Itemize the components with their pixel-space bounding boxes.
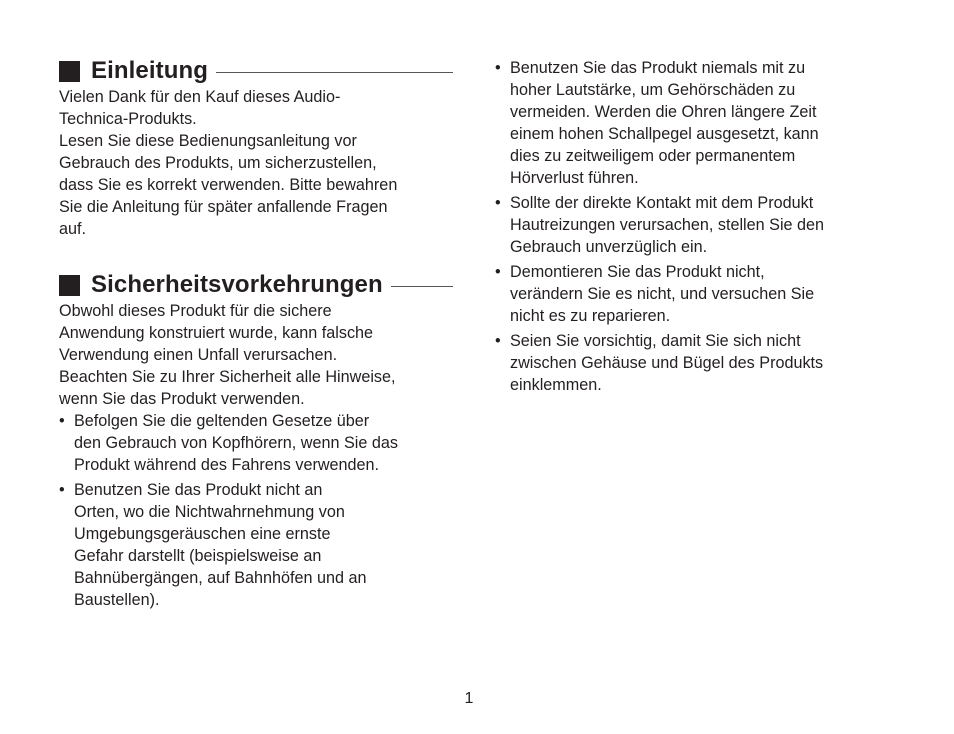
heading-marker-square	[59, 275, 80, 296]
list-item	[59, 479, 453, 611]
heading-marker-square	[59, 61, 80, 82]
safety-list-right	[495, 57, 895, 396]
bullet-icon: •	[495, 332, 501, 350]
list-item-text: Seien Sie vorsichtig, damit Sie sich nicht zwischen Gehäuse und Bügel des Produkts einklemmen.	[510, 332, 824, 394]
list-item-text: Benutzen Sie das Produkt nicht an Orten, wo die Nichtwahrnehmung von Umgebungsgeräuschen eine ernste Gefahr darstellt (beispielsweise an Bahnübergängen, auf Bahnhöfen und an Baustellen).	[74, 481, 367, 609]
heading-rule	[216, 72, 453, 73]
bullet-icon: •	[59, 481, 65, 499]
intro-text: Vielen Dank für den Kauf dieses Audio- Technica-Produkts. Lesen Sie diese Bedienungsanleitung vor Gebrauch des Produkts, um sicherzustellen, dass Sie es korrekt verwenden. Bitte bewahren Sie die Anleitung für später anfallende Fragen auf.	[59, 88, 398, 238]
left-column	[59, 56, 453, 614]
list-item-text: Demontieren Sie das Produkt nicht, verändern Sie es nicht, und versuchen Sie nicht es zu reparieren.	[510, 263, 815, 325]
safety-intro-text: Obwohl dieses Produkt für die sichere Anwendung konstruiert wurde, kann falsche Verwendung einen Unfall verursachen. Beachten Sie zu Ihrer Sicherheit alle Hinweise, wenn Sie das Produkt verwenden.	[59, 302, 396, 408]
bullet-icon: •	[495, 194, 501, 212]
list-item-text: Sollte der direkte Kontakt mit dem Produkt Hautreizungen verursachen, stellen Sie den Gebrauch unverzüglich ein.	[510, 194, 825, 256]
intro-title: Einleitung	[91, 57, 208, 84]
bullet-icon: •	[495, 59, 501, 77]
heading-rule	[391, 286, 453, 287]
list-item	[495, 192, 895, 258]
right-column	[495, 57, 895, 399]
safety-list-left	[59, 410, 453, 611]
list-item-text: Befolgen Sie die geltenden Gesetze über den Gebrauch von Kopfhörern, wenn Sie das Produkt während des Fahrens verwenden.	[74, 412, 398, 474]
bullet-icon: •	[59, 412, 65, 430]
intro-heading	[59, 56, 453, 86]
list-item	[495, 261, 895, 327]
bullet-icon: •	[495, 263, 501, 281]
list-item	[59, 410, 453, 476]
page-number: 1	[464, 690, 474, 707]
list-item	[495, 330, 895, 396]
list-item	[495, 57, 895, 189]
safety-heading	[59, 270, 453, 300]
safety-title: Sicherheitsvorkehrungen	[91, 271, 383, 298]
list-item-text: Benutzen Sie das Produkt niemals mit zu hoher Lautstärke, um Gehörschäden zu vermeiden. Werden die Ohren längere Zeit einem hohen Schallpegel ausgesetzt, kann dies zu zeitweiligem oder permanentem Hörverlust führen.	[510, 59, 819, 187]
